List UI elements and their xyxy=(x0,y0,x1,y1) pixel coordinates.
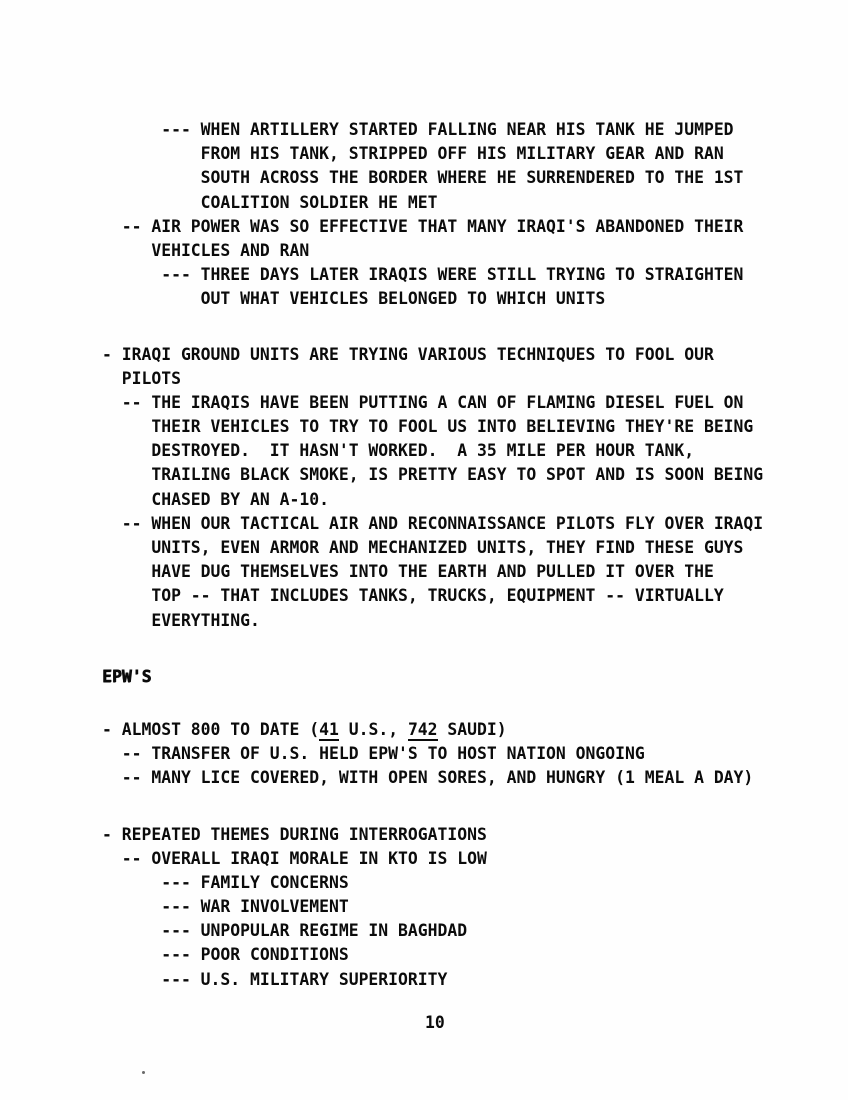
text-line: - REPEATED THEMES DURING INTERROGATIONS xyxy=(102,824,487,844)
text-line: -- OVERALL IRAQI MORALE IN KTO IS LOW xyxy=(102,848,487,868)
text-line: -- THE IRAQIS HAVE BEEN PUTTING A CAN OF FLAMING DIESEL FUEL ON xyxy=(102,392,744,412)
section-air-power-continuation xyxy=(102,118,802,312)
section-epw-stats xyxy=(102,718,802,791)
text-line: --- POOR CONDITIONS xyxy=(102,945,349,965)
text-line: THEIR VEHICLES TO TRY TO FOOL US INTO BELIEVING THEY'RE BEING xyxy=(102,417,754,437)
text-line: --- WAR INVOLVEMENT xyxy=(102,897,349,917)
text-line: -- TRANSFER OF U.S. HELD EPW'S TO HOST NATION ONGOING xyxy=(102,744,645,764)
text-line: --- FAMILY CONCERNS xyxy=(102,872,349,892)
section-iraqi-ground-units xyxy=(102,343,802,633)
text-line: --- WHEN ARTILLERY STARTED FALLING NEAR HIS TANK HE JUMPED xyxy=(102,120,734,139)
document-body xyxy=(102,118,802,992)
text-line: TRAILING BLACK SMOKE, IS PRETTY EASY TO SPOT AND IS SOON BEING xyxy=(102,465,764,485)
epw-count-prefix: - ALMOST 800 TO DATE ( xyxy=(102,719,320,739)
text-line: -- WHEN OUR TACTICAL AIR AND RECONNAISSANCE PILOTS FLY OVER IRAQI xyxy=(102,513,764,533)
text-line: SOUTH ACROSS THE BORDER WHERE HE SURRENDERED TO THE 1ST xyxy=(102,168,744,188)
text-line: --- THREE DAYS LATER IRAQIS WERE STILL TRYING TO STRAIGHTEN xyxy=(102,265,744,285)
epw-sub-lines xyxy=(102,742,802,790)
text-line: TOP -- THAT INCLUDES TANKS, TRUCKS, EQUIPMENT -- VIRTUALLY xyxy=(102,586,724,606)
text-line: HAVE DUG THEMSELVES INTO THE EARTH AND PULLED IT OVER THE xyxy=(102,562,714,582)
text-line: --- UNPOPULAR REGIME IN BAGHDAD xyxy=(102,921,468,941)
text-line: CHASED BY AN A-10. xyxy=(102,489,329,509)
epw-count-line xyxy=(102,718,802,742)
text-line: PILOTS xyxy=(102,368,181,388)
text-line: DESTROYED. IT HASN'T WORKED. A 35 MILE PER HOUR TANK, xyxy=(102,441,695,461)
text-line: -- MANY LICE COVERED, WITH OPEN SORES, AND HUNGRY (1 MEAL A DAY) xyxy=(102,768,754,788)
page-number: 10 xyxy=(425,1013,445,1032)
section-interrogation-themes xyxy=(102,823,802,992)
text-line: --- U.S. MILITARY SUPERIORITY xyxy=(102,969,448,989)
epw-us-count-underlined: 41 xyxy=(319,719,339,739)
text-line: -- AIR POWER WAS SO EFFECTIVE THAT MANY IRAQI'S ABANDONED THEIR xyxy=(102,216,744,236)
text-line: UNITS, EVEN ARMOR AND MECHANIZED UNITS, THEY FIND THESE GUYS xyxy=(102,538,744,557)
epw-saudi-count-underlined: 742 xyxy=(407,719,438,739)
text-line: VEHICLES AND RAN xyxy=(102,240,310,260)
epw-count-suffix: SAUDI) xyxy=(437,719,507,739)
text-line: EVERYTHING. xyxy=(102,610,260,630)
text-line: OUT WHAT VEHICLES BELONGED TO WHICH UNITS xyxy=(102,289,606,309)
scan-speck xyxy=(142,1071,145,1074)
epw-count-mid: U.S., xyxy=(338,719,408,739)
heading-epws: EPW'S xyxy=(102,666,152,686)
text-line: FROM HIS TANK, STRIPPED OFF HIS MILITARY GEAR AND RAN xyxy=(102,144,724,164)
text-line: COALITION SOLDIER HE MET xyxy=(102,192,438,212)
text-line: - IRAQI GROUND UNITS ARE TRYING VARIOUS TECHNIQUES TO FOOL OUR xyxy=(102,344,714,364)
